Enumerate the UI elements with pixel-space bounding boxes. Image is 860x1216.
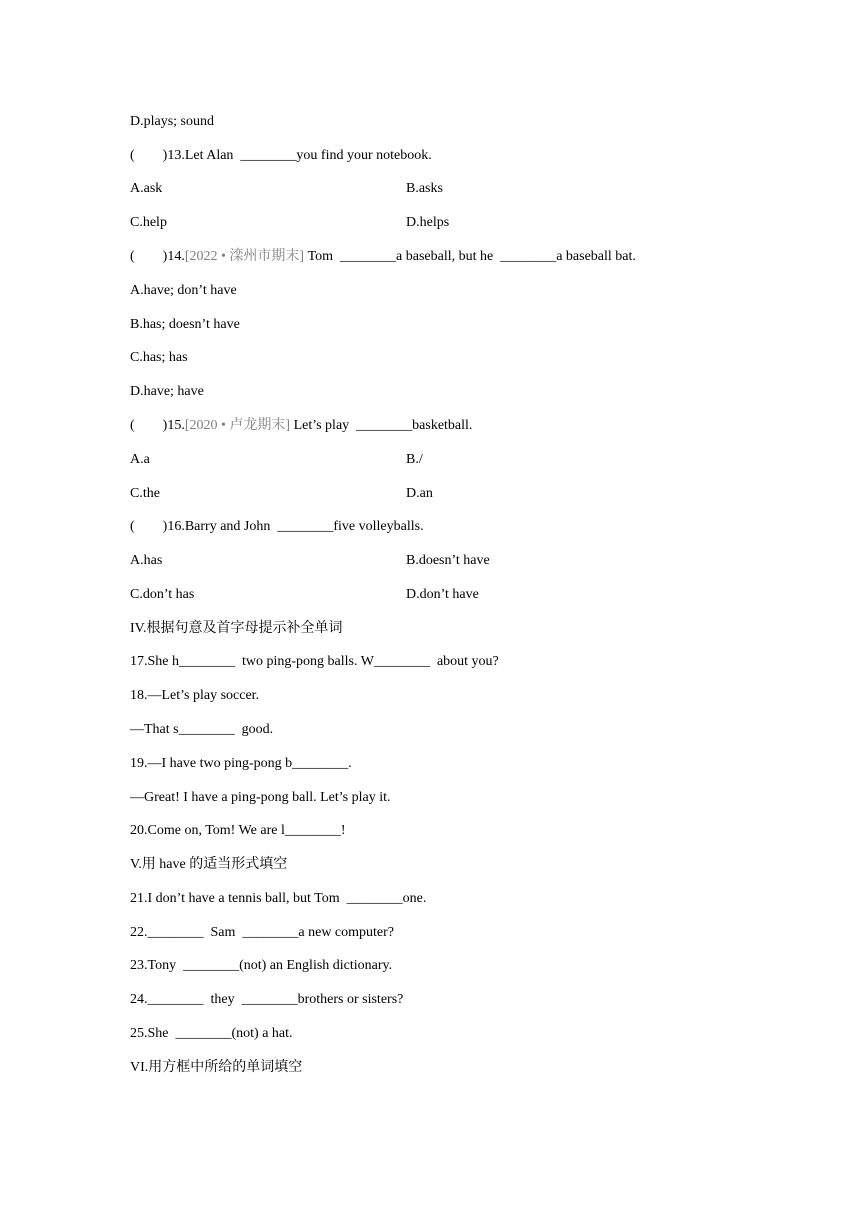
- option-c-q13: C.help: [130, 215, 167, 230]
- sentence-20: 20.Come on, Tom! We are l________!: [130, 823, 346, 838]
- sentence-17: 17.She h________ two ping-pong balls. W________ about you?: [130, 654, 499, 669]
- question-15-text: Let’s play ________basketball.: [290, 418, 473, 433]
- option-d-q15: D.an: [406, 486, 433, 501]
- sentence-19-line-1: 19.—I have two ping-pong b________.: [130, 756, 352, 771]
- sentence-18-line-2: —That s________ good.: [130, 722, 274, 737]
- question-14: [130, 247, 636, 267]
- option-b-q13: B.asks: [406, 181, 443, 196]
- option-b-q14: B.has; doesn’t have: [130, 317, 240, 332]
- option-a-q15: A.a: [130, 452, 150, 467]
- question-14-source: [2022 • 滦州市期末]: [184, 249, 305, 264]
- option-d-q13: D.helps: [406, 215, 450, 230]
- sentence-24: 24.________ they ________brothers or sisters?: [130, 992, 404, 1007]
- option-b-q15: B./: [406, 452, 423, 467]
- option-b-q16: B.doesn’t have: [406, 553, 490, 568]
- question-14-number: ( )14.: [130, 249, 185, 264]
- option-c-q15: C.the: [130, 486, 160, 501]
- option-c-q16: C.don’t has: [130, 587, 195, 602]
- option-d-q14: D.have; have: [130, 384, 204, 399]
- option-a-q13: A.ask: [130, 181, 163, 196]
- option-a-q16: A.has: [130, 553, 163, 568]
- sentence-19-line-2: —Great! I have a ping-pong ball. Let’s play it.: [130, 790, 391, 805]
- sentence-25: 25.She ________(not) a hat.: [130, 1026, 293, 1041]
- option-d-q12: D.plays; sound: [130, 114, 214, 129]
- option-d-q16: D.don’t have: [406, 587, 479, 602]
- question-15-number: ( )15.: [130, 418, 185, 433]
- section-4-heading: IV.根据句意及首字母提示补全单词: [130, 621, 343, 636]
- option-c-q14: C.has; has: [130, 350, 188, 365]
- question-16: ( )16.Barry and John ________five volleyballs.: [130, 519, 424, 534]
- question-15-source: [2020 • 卢龙期末]: [184, 418, 291, 433]
- sentence-21: 21.I don’t have a tennis ball, but Tom ________one.: [130, 891, 427, 906]
- section-6-heading: VI.用方框中所给的单词填空: [130, 1060, 303, 1075]
- sentence-22: 22.________ Sam ________a new computer?: [130, 925, 395, 940]
- question-13: ( )13.Let Alan ________you find your notebook.: [130, 148, 432, 163]
- option-a-q14: A.have; don’t have: [130, 283, 237, 298]
- sentence-18-line-1: 18.—Let’s play soccer.: [130, 688, 260, 703]
- question-15: [130, 416, 472, 436]
- question-14-text: Tom ________a baseball, but he ________a baseball bat.: [304, 249, 636, 264]
- sentence-23: 23.Tony ________(not) an English dictionary.: [130, 958, 393, 973]
- section-5-heading: V.用 have 的适当形式填空: [130, 857, 288, 872]
